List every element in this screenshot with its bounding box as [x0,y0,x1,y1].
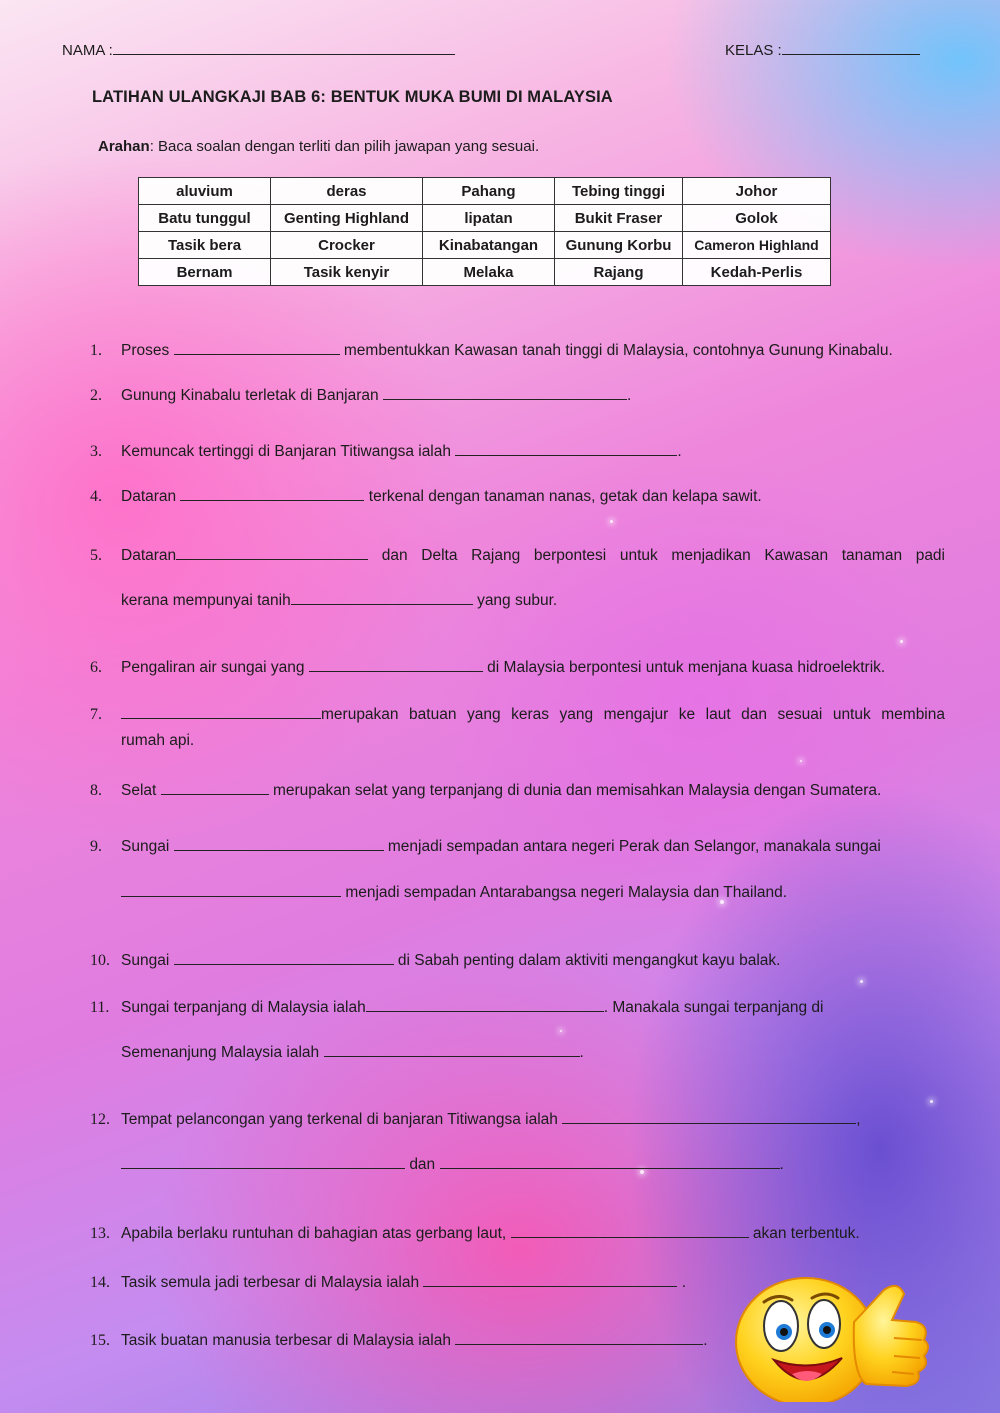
answer-blank[interactable] [309,655,483,672]
answer-blank[interactable] [161,778,269,795]
instructions-text: : Baca soalan dengan terliti dan pilih jawapan yang sesuai. [149,138,540,155]
question-1 [90,338,945,364]
question-text: merupakan selat yang terpanjang di dunia dan memisahkan Malaysia dengan Sumatera. [272,782,882,799]
question-text: rumah api. [121,732,195,749]
sparkle [860,980,863,983]
thumbs-up-emoji-icon [734,1262,934,1402]
word-bank-row [139,259,831,286]
answer-blank[interactable] [511,1221,749,1238]
question-number: 3. [90,443,102,460]
answer-blank[interactable] [176,543,368,560]
word-bank-cell: Melaka [423,259,555,286]
kelas-field[interactable] [725,38,920,59]
word-bank-table [138,177,831,286]
question-3 [90,439,945,465]
question-text: di Malaysia berpontesi untuk menjana kuasa hidroelektrik. [487,659,886,676]
question-text: Gunung Kinabalu terletak di Banjaran [121,387,379,404]
question-text: . Manakala sungai terpanjang di [603,999,824,1016]
question-text: Semenanjung Malaysia ialah [121,1044,320,1061]
sparkle [610,520,613,523]
answer-blank[interactable] [174,948,394,965]
answer-blank[interactable] [562,1107,856,1124]
word-bank-cell: Gunung Korbu [555,232,683,259]
answer-blank[interactable] [455,1328,703,1345]
question-number: 2. [90,387,102,404]
question-number: 12. [90,1111,110,1128]
word-bank-cell: Kedah-Perlis [683,259,831,286]
word-bank-cell: Batu tunggul [139,205,271,232]
question-text: Sungai [121,838,170,855]
question-text: . [703,1332,708,1349]
word-bank-cell: Crocker [271,232,423,259]
answer-blank[interactable] [383,383,627,400]
answer-blank[interactable] [174,338,340,355]
word-bank-cell: Bernam [139,259,271,286]
question-10 [90,948,945,974]
question-text: menjadi sempadan Antarabangsa negeri Malaysia dan Thailand. [345,884,788,901]
question-number: 5. [90,547,102,564]
answer-blank[interactable] [291,588,473,605]
nama-field[interactable] [62,38,455,59]
question-text: merupakan batuan yang keras yang mengajur ke laut dan sesuai untuk membina [321,706,945,723]
word-bank-cell: Cameron Highland [683,232,831,259]
word-bank-row [139,178,831,205]
word-bank-cell: lipatan [423,205,555,232]
answer-blank[interactable] [121,702,321,719]
question-4 [90,484,945,510]
question-text: . [681,1274,687,1291]
question-2 [90,383,945,409]
question-text: Pengaliran air sungai yang [121,659,305,676]
answer-blank[interactable] [455,439,677,456]
word-bank-cell: Johor [683,178,831,205]
question-text: akan terbentuk. [752,1225,860,1242]
question-text: terkenal dengan tanaman nanas, getak dan kelapa sawit. [368,488,762,505]
question-text: Sungai [121,952,170,969]
kelas-blank[interactable] [782,38,920,55]
word-bank-cell: Golok [683,205,831,232]
question-7 [90,702,945,754]
question-text: di Sabah penting dalam aktiviti mengangkut kayu balak. [397,952,781,969]
question-text: . [779,1156,784,1173]
answer-blank[interactable] [324,1040,580,1057]
question-6 [90,655,945,681]
instructions [98,138,539,155]
question-text: menjadi sempadan antara negeri Perak dan Selangor, manakala sungai [387,838,881,855]
answer-blank[interactable] [121,880,341,897]
question-number: 15. [90,1332,110,1349]
question-number: 7. [90,706,102,723]
question-text: dan [409,1156,436,1173]
question-text: Dataran [121,547,177,564]
question-number: 1. [90,342,102,359]
word-bank-cell: Tasik bera [139,232,271,259]
question-text: yang subur. [477,592,558,609]
word-bank-cell: deras [271,178,423,205]
page-title: LATIHAN ULANGKAJI BAB 6: BENTUK MUKA BUMI DI MALAYSIA [92,88,613,106]
answer-blank[interactable] [423,1270,677,1287]
question-number: 10. [90,952,110,969]
sparkle [930,1100,933,1103]
question-12 [90,1107,945,1178]
word-bank-cell: aluvium [139,178,271,205]
question-text: Tempat pelancongan yang terkenal di banjaran Titiwangsa ialah [121,1111,558,1128]
nama-label: NAMA : [62,42,113,59]
answer-blank[interactable] [174,834,384,851]
question-text: kerana mempunyai tanih [121,592,291,609]
question-text: Selat [121,782,157,799]
question-number: 4. [90,488,102,505]
word-bank-cell: Bukit Fraser [555,205,683,232]
question-number: 13. [90,1225,110,1242]
question-number: 9. [90,838,102,855]
question-text: Sungai terpanjang di Malaysia ialah [121,999,366,1016]
question-text: Tasik semula jadi terbesar di Malaysia ialah [121,1274,420,1291]
question-text: dan Delta Rajang berpontesi untuk menjadikan Kawasan tanaman padi [381,547,945,564]
nama-blank[interactable] [113,38,455,55]
answer-blank[interactable] [366,995,604,1012]
question-5 [90,543,945,614]
question-text: . [677,443,682,460]
word-bank-row [139,205,831,232]
word-bank-row [139,232,831,259]
answer-blank[interactable] [180,484,364,501]
question-8 [90,778,945,804]
instructions-label: Arahan [98,138,150,155]
question-text: . [579,1044,584,1061]
question-number: 6. [90,659,102,676]
question-11 [90,995,945,1066]
sparkle [800,760,802,762]
word-bank-cell: Pahang [423,178,555,205]
sparkle [900,640,903,643]
kelas-label: KELAS : [725,42,782,59]
answer-blank[interactable] [121,1152,405,1169]
question-text: , [856,1111,861,1128]
question-text: Proses [121,342,170,359]
question-text: . [626,387,632,404]
question-text: Kemuncak tertinggi di Banjaran Titiwangsa ialah [121,443,451,460]
question-13 [90,1221,945,1247]
word-bank-cell: Tebing tinggi [555,178,683,205]
question-text: Dataran [121,488,177,505]
question-text: membentukkan Kawasan tanah tinggi di Malaysia, contohnya Gunung Kinabalu. [343,342,893,359]
question-text: Tasik buatan manusia terbesar di Malaysia ialah [121,1332,451,1349]
question-number: 8. [90,782,102,799]
question-text: Apabila berlaku runtuhan di bahagian atas gerbang laut, [121,1225,507,1242]
answer-blank[interactable] [440,1152,780,1169]
word-bank-cell: Genting Highland [271,205,423,232]
question-number: 11. [90,999,110,1016]
word-bank-cell: Tasik kenyir [271,259,423,286]
question-number: 14. [90,1274,110,1291]
word-bank-cell: Rajang [555,259,683,286]
word-bank-cell: Kinabatangan [423,232,555,259]
question-9 [90,834,945,906]
